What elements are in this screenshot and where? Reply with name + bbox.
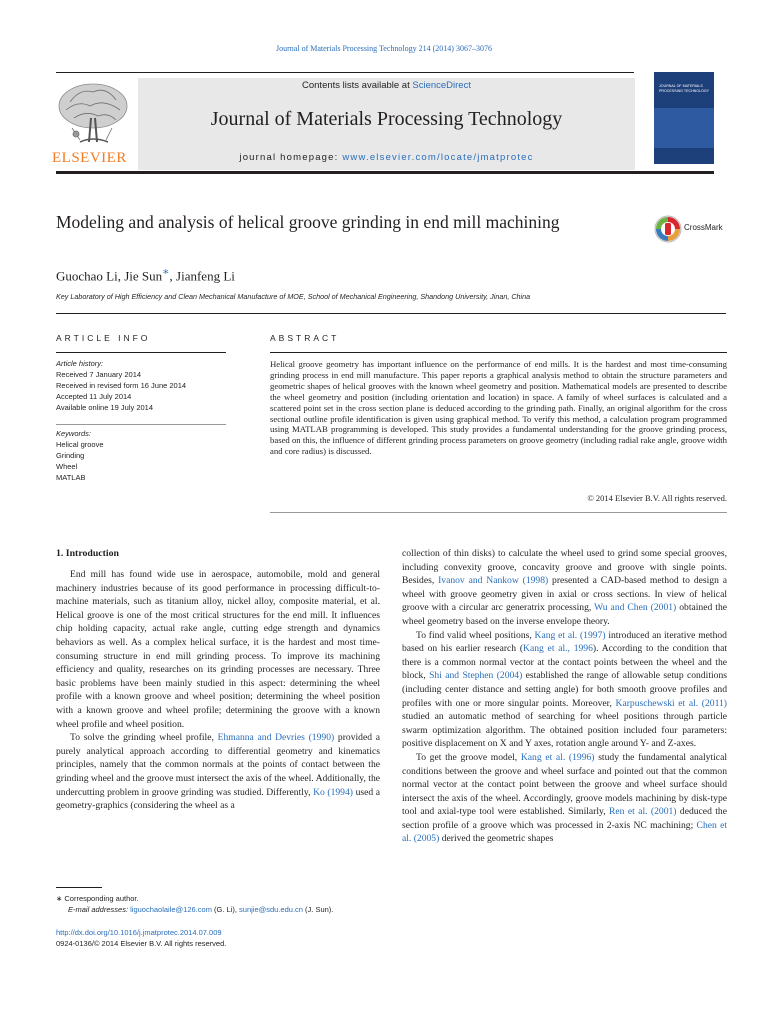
paragraph — [402, 751, 727, 846]
text-run: studied an automatic method of searching for wheel positions through particle swarm optimization algorithm. The obtained position included four parameters: positive displacement on X and Y axes, rotation angle around Y- and Z-axes. — [402, 711, 727, 750]
keyword: Grinding — [56, 451, 85, 460]
text-run: To find valid wheel positions, — [416, 629, 535, 641]
citation-link[interactable]: Wu and Chen (2001) — [594, 602, 677, 614]
abstract-copyright: © 2014 Elsevier B.V. All rights reserved. — [587, 493, 727, 503]
history-heading: Article history: — [56, 359, 104, 368]
abstract-bottom-rule — [270, 512, 727, 513]
paragraph — [402, 547, 727, 629]
text-run: established the range of allowable setup conditions (including center distance and setting angle) for both smooth groove profiles and profiles with one or more singular points. Moreover, — [402, 670, 727, 709]
header-rule — [56, 72, 634, 73]
doi-block — [56, 927, 226, 949]
corresponding-author-mark[interactable]: ∗ — [162, 266, 170, 278]
text-run: derived the geometric shapes — [439, 833, 554, 845]
doi-link[interactable]: http://dx.doi.org/10.1016/j.jmatprotec.2014.07.009 — [56, 928, 222, 937]
text-run: collection of thin disks) to calculate the wheel used to grind some special grooves, including convexity groove, concavity groove and groove with single points. Besides, — [402, 548, 727, 587]
text-run: presented a CAD-based method to design a wheel with groove geometry given in axial or cross sections. In view of helical groove with a circular arc generatrix processing, — [402, 575, 727, 614]
keyword: Helical groove — [56, 440, 104, 449]
text-run: ). According to the condition that there is a common normal vector at the contact points between the wheel and the block, — [402, 643, 727, 682]
email-suffix: (G. Li), — [211, 905, 240, 914]
email-suffix: (J. Sun). — [302, 905, 334, 914]
footnote-text: Corresponding author. — [62, 894, 139, 903]
email-prefix: E-mail addresses: — [68, 905, 131, 914]
citation-link[interactable]: Shi and Stephen (2004) — [429, 670, 523, 682]
paragraph — [56, 731, 380, 813]
author-list — [56, 265, 235, 284]
contents-prefix: Contents lists available at — [302, 80, 413, 91]
journal-title: Journal of Materials Processing Technology — [210, 108, 563, 130]
footnote-mark: ∗ — [56, 894, 63, 903]
cover-title: JOURNAL OF MATERIALS PROCESSING TECHNOLOGY — [659, 84, 710, 93]
citation-link[interactable]: Ehmanna and Devries (1990) — [217, 732, 335, 744]
article-info-divider — [56, 424, 226, 425]
sciencedirect-link[interactable]: ScienceDirect — [412, 80, 471, 91]
email-line — [56, 904, 386, 915]
article-history — [56, 358, 226, 413]
journal-citation[interactable]: Journal of Materials Processing Technology 214 (2014) 3067–3076 — [276, 44, 492, 53]
body-left-column — [56, 568, 380, 813]
homepage-link[interactable]: www.elsevier.com/locate/jmatprotec — [342, 152, 534, 163]
crossmark-badge[interactable] — [654, 214, 734, 244]
contents-line — [138, 80, 635, 91]
body-right-column — [402, 547, 727, 846]
keyword: MATLAB — [56, 473, 86, 482]
issn-line: 0924-0136/© 2014 Elsevier B.V. All rights reserved. — [56, 939, 227, 948]
journal-cover-thumbnail[interactable] — [654, 72, 714, 164]
history-item: Received 7 January 2014 — [56, 370, 142, 379]
keywords-block — [56, 428, 226, 483]
footnote — [56, 893, 386, 915]
citation-link[interactable]: Kang et al. (1997) — [534, 629, 606, 641]
paragraph: End mill has found wide use in aerospace, automobile, mold and general machinery industries because of its good performance in processing difficult-to-machine materials, such as titanium alloy, nickel alloy, composite material, et al. Helical groove is one of the most critical structures for the end mill. It influences chip holding capacity, actual rake angle, cutting edge strength and dynamics behaviors as well. As a complex helical surface, it is the hardest and most time-consuming structure in end mill grinding process. To improve its machining efficiency and quality, researches on its grinding processes are necessary. Three basic problems have been mainly studied in this aspect: determining the wheel profile with a known groove and wheel position; determining the wheel position with a known groove and wheel profile; determining the groove with a known wheel profile and wheel position. — [56, 569, 380, 730]
article-info-heading: ARTICLE INFO — [56, 333, 151, 343]
corresponding-author-note — [56, 893, 386, 904]
abstract-heading: ABSTRACT — [270, 333, 340, 343]
article-title: Modeling and analysis of helical groove grinding in end mill machining — [56, 212, 560, 232]
citation-link[interactable]: Chen et al. (2005) — [402, 819, 727, 845]
header-thick-rule — [56, 171, 714, 174]
paragraph — [402, 629, 727, 751]
email-link[interactable]: liguochaolaile@126.com — [130, 905, 212, 914]
text-run: provided a purely analytical approach according to differential geometry and kinematics principles, namely that the common normals at the points of contact between the grinding wheel and the groove must intersect the axis of the wheel. Additionally, the undercutting problem in groove grinding was studied. Differently, — [56, 732, 380, 798]
text-run: introduced an iterative method based on his earlier research ( — [402, 629, 727, 655]
keyword: Wheel — [56, 462, 78, 471]
abstract-rule — [270, 352, 727, 353]
authors-part-2: , Jianfeng Li — [169, 268, 235, 284]
citation-link[interactable]: Kang et al. (1996) — [520, 751, 595, 763]
history-item: Received in revised form 16 June 2014 — [56, 381, 187, 390]
elsevier-wordmark: ELSEVIER — [52, 150, 127, 166]
text-run: used a geometry-graphics (considering the wheel as a — [56, 786, 381, 812]
crossmark-label: CrossMark — [684, 223, 723, 232]
text-run: deduced the section profile of a groove which was processed in 2-axis NC machining; — [402, 806, 727, 831]
affiliation: Key Laboratory of High Efficiency and Clean Mechanical Manufacture of MOE, School of Mechanical Engineering, Shandong University, Jinan, China — [56, 292, 531, 301]
section-title-introduction: 1. Introduction — [56, 548, 119, 559]
citation-link[interactable]: Ivanov and Nankow (1998) — [438, 575, 549, 587]
email-link[interactable]: sunjie@sdu.edu.cn — [239, 905, 303, 914]
crossmark-icon — [654, 214, 682, 244]
history-item: Accepted 11 July 2014 — [56, 392, 132, 401]
text-run: To solve the grinding wheel profile, — [70, 732, 218, 744]
title-section-rule — [56, 313, 726, 314]
text-run: obtained the wheel geometry based on the inverse envelope theory. — [402, 602, 728, 627]
citation-link[interactable]: Ko (1994) — [313, 786, 353, 798]
citation-link[interactable]: Ren et al. (2001) — [609, 806, 677, 818]
homepage-prefix: journal homepage: — [239, 152, 343, 163]
authors-part-1: Guochao Li, Jie Sun — [56, 268, 163, 284]
text-run: To get the groove model, — [416, 751, 521, 763]
journal-homepage-line — [138, 152, 635, 163]
citation-link[interactable]: Karpuschewski et al. (2011) — [615, 697, 727, 709]
article-info-rule — [56, 352, 226, 353]
keywords-heading: Keywords: — [56, 429, 92, 438]
abstract-text: Helical groove geometry has important influence on the performance of end mills. It is the hardest and most time-consuming grinding process in end mill manufacture. This paper reports a graphical analysis method to obtain the structure parameters and geometric shapes of helical grooves with the known wheel geometry and position. Mathematical models are presented to describe the wheel geometry and position (including orientation and location) in space. A family of wheel surfaces is calculated and a scattered point set in the cross section plane is deduced according to the grinding path. Finally, an original algorithm for the cross sectional outline profile identification is given using graphical method. To verify this method, a calculation program programmed using MATLAB programming is developed. This study provides a fundamental understanding for the groove grinding process, based on this, the influence of different grinding process parameters on groove geometry (including radial rake angle, groove width and core radius) is discussed. — [270, 359, 727, 457]
history-item: Available online 19 July 2014 — [56, 403, 154, 412]
footnote-rule — [56, 887, 102, 888]
text-run: study the fundamental analytical conditions between the groove and wheel surface and pointed out that the common normal vector at the contact point between the groove and wheel surface should intersect the axis of the wheel. Accordingly, groove models machining by disk-type tool and axial-type tool were established. Similarly, — [402, 751, 727, 818]
citation-link[interactable]: Kang et al., 1996 — [523, 643, 593, 655]
cover-band — [654, 108, 714, 148]
